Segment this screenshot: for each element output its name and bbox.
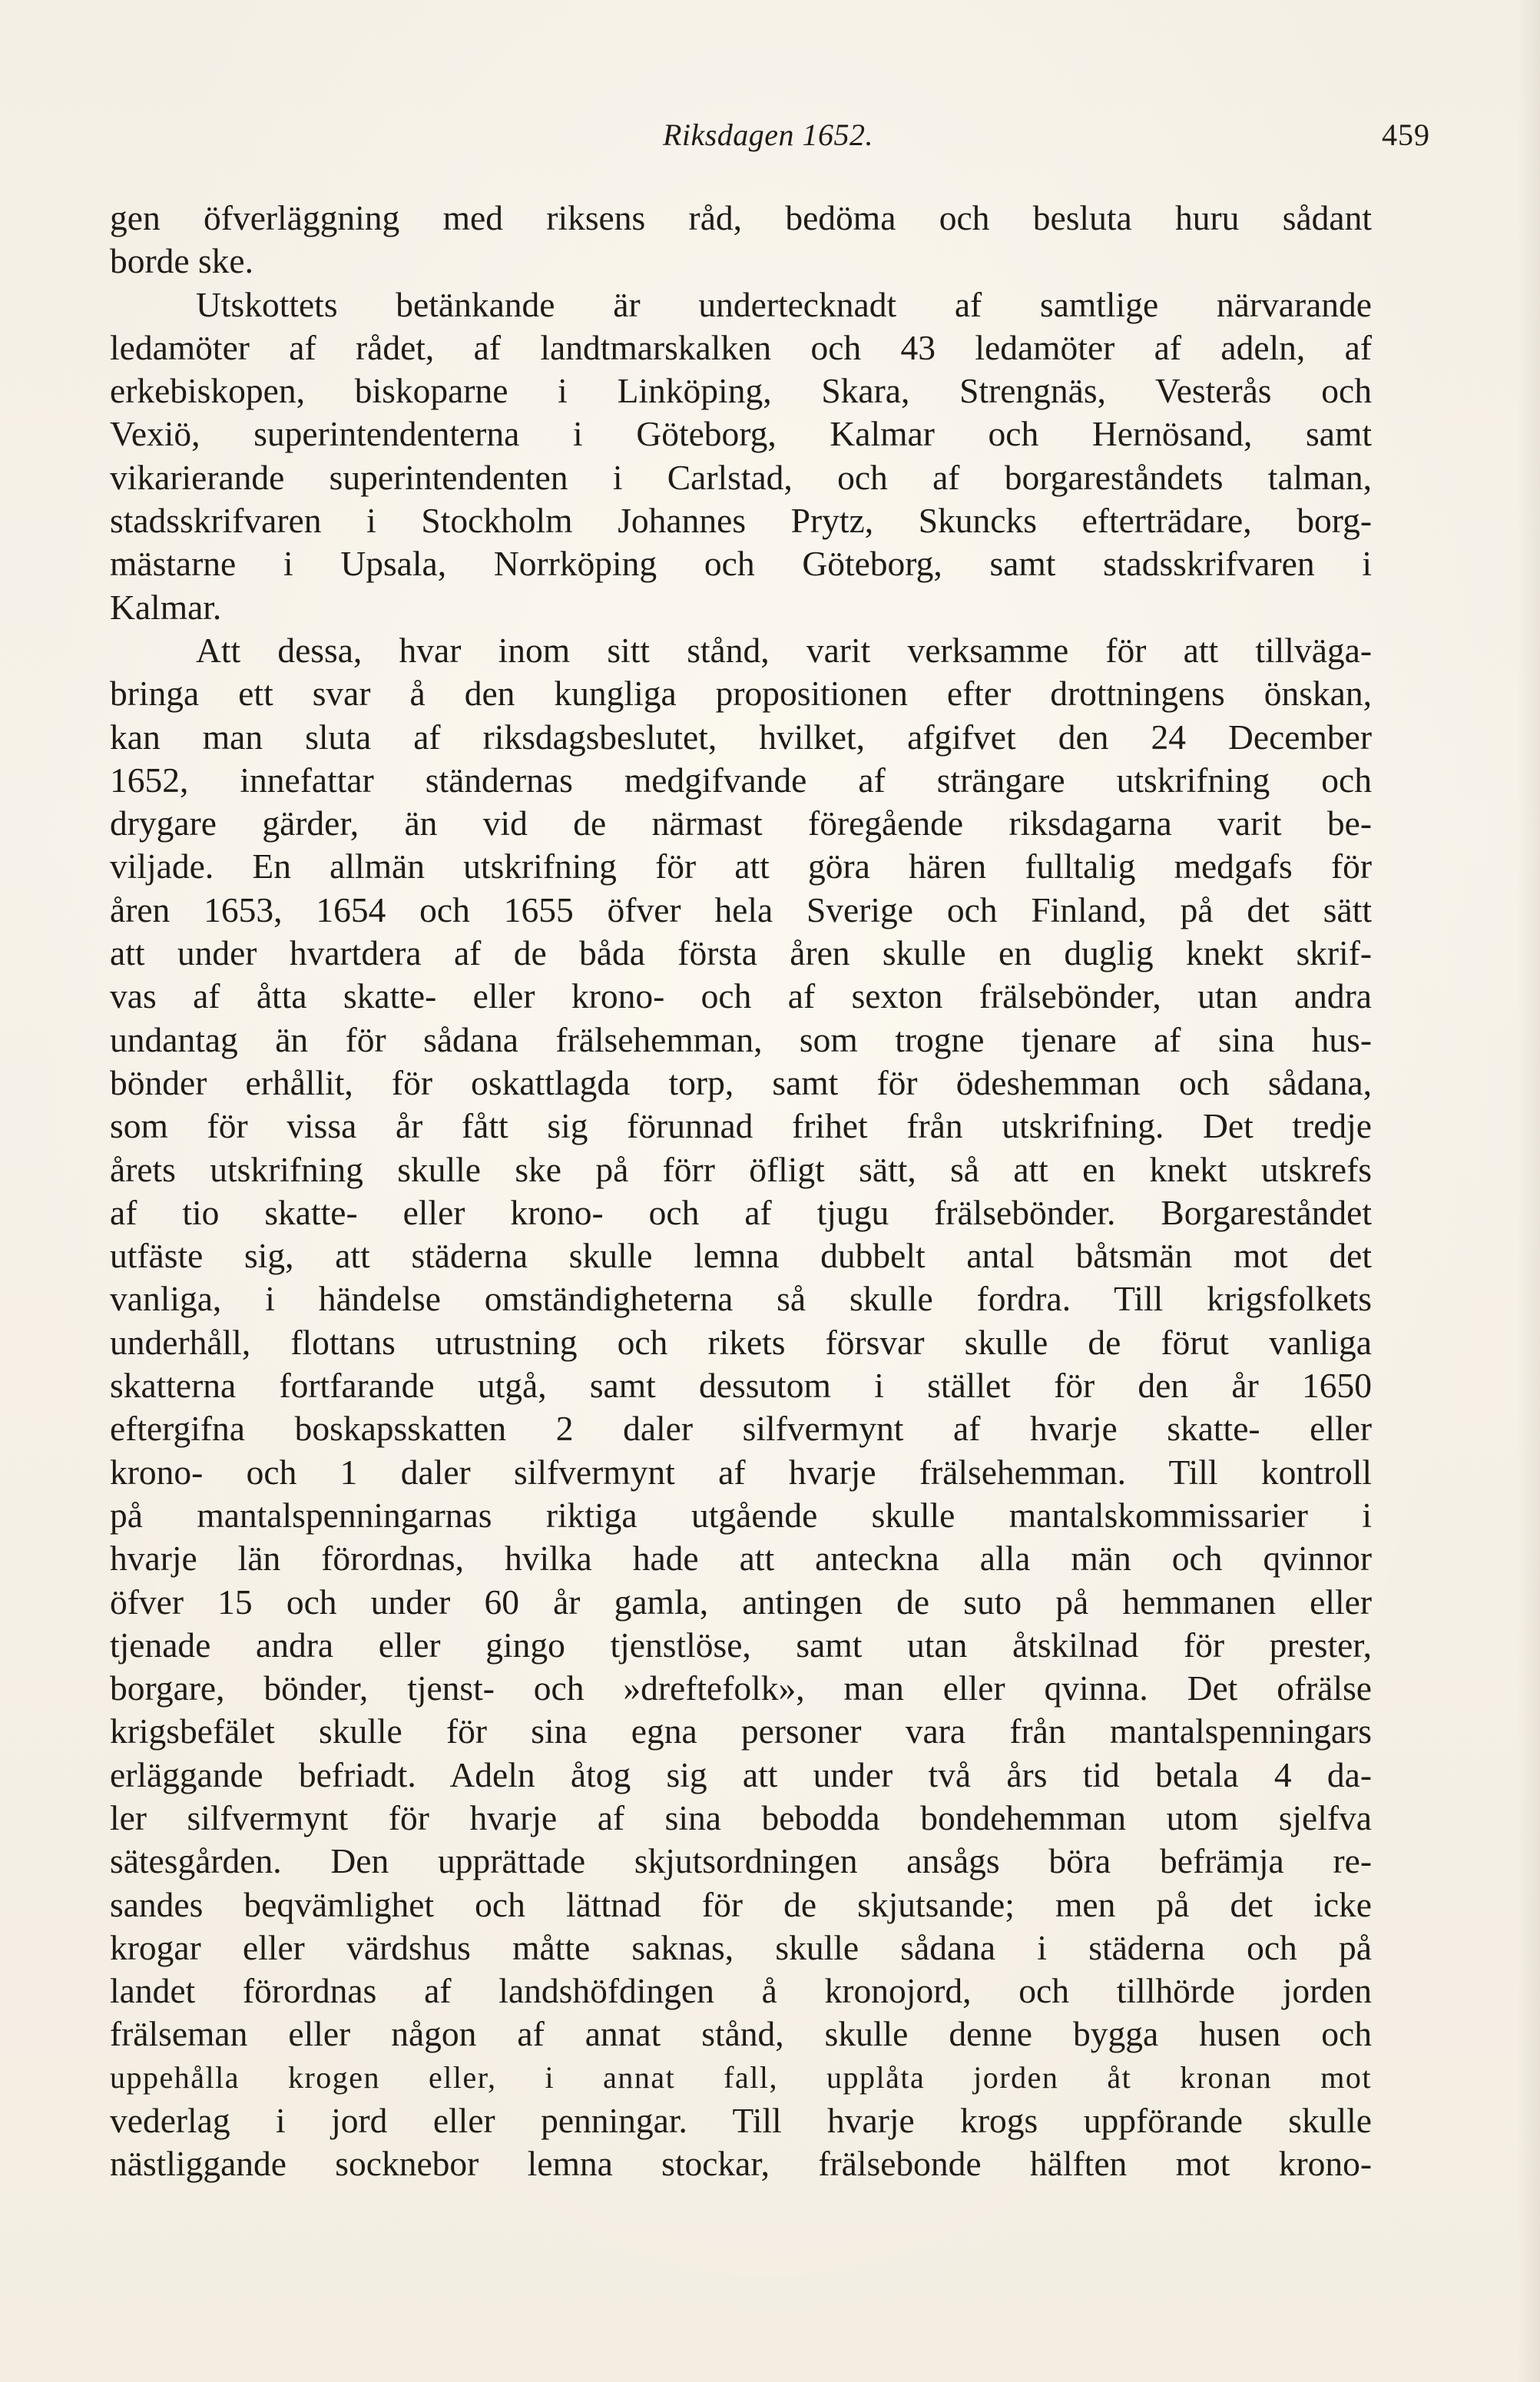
text-line: nästliggande socknebor lemna stockar, frälsebonde hälften mot krono-: [110, 2144, 1372, 2184]
text-line: ledamöter af rådet, af landtmarskalken och 43 ledamöter af adeln, af: [110, 327, 1372, 367]
text-line: viljade. En allmän utskrifning för att göra hären fulltalig medgafs för: [110, 846, 1372, 886]
text-line: stadsskrifvaren i Stockholm Johannes Prytz, Skuncks efterträdare, borg-: [110, 501, 1372, 541]
page-number: 459: [1382, 118, 1430, 152]
paragraph-start-line: Utskottets betänkande är undertecknadt af samtlige närvarande: [196, 284, 1372, 324]
text-line: borde ske.: [110, 241, 253, 281]
text-line: gen öfverläggning med riksens råd, bedöma och besluta huru sådant: [110, 198, 1372, 237]
text-line: hvarje län förordnas, hvilka hade att anteckna alla män och qvinnor: [110, 1539, 1372, 1579]
text-line: mästarne i Upsala, Norrköping och Göteborg, samt stadsskrifvaren i: [110, 544, 1372, 584]
text-line: landet förordnas af landshöfdingen å kronojord, och tillhörde jorden: [110, 1971, 1372, 2011]
text-line: sätesgården. Den upprättade skjutsordningen ansågs böra befrämja re-: [110, 1841, 1372, 1881]
text-line: frälseman eller någon af annat stånd, skulle denne bygga husen och: [110, 2014, 1372, 2054]
text-line: erkebiskopen, biskoparne i Linköping, Skara, Strengnäs, Vesterås och: [110, 371, 1372, 411]
text-line: underhåll, flottans utrustning och rikets försvar skulle de förut vanliga: [110, 1322, 1372, 1362]
text-line: borgare, bönder, tjenst- och »dreftefolk», man eller qvinna. Det ofrälse: [110, 1668, 1372, 1708]
page-edge-shadow: [1517, 0, 1540, 2382]
text-line: vas af åtta skatte- eller krono- och af sexton frälsebönder, utan andra: [110, 976, 1372, 1016]
text-line: erläggande befriadt. Adeln åtog sig att under två års tid betala 4 da-: [110, 1754, 1372, 1794]
text-line: vederlag i jord eller penningar. Till hvarje krogs uppförande skulle: [110, 2101, 1372, 2141]
text-line: krigsbefälet skulle för sina egna personer vara från mantalspenningars: [110, 1711, 1372, 1751]
text-line: kan man sluta af riksdagsbeslutet, hvilket, afgifvet den 24 December: [110, 717, 1372, 757]
text-line: årets utskrifning skulle ske på förr öfligt sätt, så att en knekt utskrefs: [110, 1149, 1372, 1189]
text-line: utfäste sig, att städerna skulle lemna dubbelt antal båtsmän mot det: [110, 1236, 1372, 1276]
text-line: åren 1653, 1654 och 1655 öfver hela Sverige och Finland, på det sätt: [110, 890, 1372, 929]
text-line: uppehålla krogen eller, i annat fall, upplåta jorden åt kronan mot: [110, 2059, 1372, 2095]
text-line: öfver 15 och under 60 år gamla, antingen de suto på hemmanen eller: [110, 1582, 1372, 1622]
text-line: skatterna fortfarande utgå, samt dessutom i stället för den år 1650: [110, 1366, 1372, 1406]
text-line: vikarierande superintendenten i Carlstad, och af borgareståndets talman,: [110, 457, 1372, 497]
text-line: Vexiö, superintendenterna i Göteborg, Kalmar och Hernösand, samt: [110, 414, 1372, 454]
text-line: krogar eller värdshus måtte saknas, skulle sådana i städerna och på: [110, 1927, 1372, 1967]
running-title: Riksdagen 1652.: [662, 118, 874, 152]
text-line: 1652, innefattar ständernas medgifvande af strängare utskrifning och: [110, 760, 1372, 800]
text-line: drygare gärder, än vid de närmast föregående riksdagarna varit be-: [110, 803, 1372, 843]
text-line: ler silfvermynt för hvarje af sina bebodda bondehemman utom sjelfva: [110, 1797, 1372, 1837]
running-header: [0, 117, 1540, 171]
text-line: krono- och 1 daler silfvermynt af hvarje frälsehemman. Till kontroll: [110, 1452, 1372, 1492]
body-text: [110, 197, 1372, 2232]
text-line: som för vissa år fått sig förunnad frihet från utskrifning. Det tredje: [110, 1106, 1372, 1146]
text-line: tjenade andra eller gingo tjenstlöse, samt utan åtskilnad för prester,: [110, 1625, 1372, 1665]
text-line: att under hvartdera af de båda första åren skulle en duglig knekt skrif-: [110, 933, 1372, 973]
text-line: undantag än för sådana frälsehemman, som trogne tjenare af sina hus-: [110, 1019, 1372, 1059]
text-line: bönder erhållit, för oskattlagda torp, samt för ödeshemman och sådana,: [110, 1062, 1372, 1102]
text-line: bringa ett svar å den kungliga propositionen efter drottningens önskan,: [110, 674, 1372, 714]
paragraph-start-line: Att dessa, hvar inom sitt stånd, varit verksamme för att tillväga-: [196, 630, 1372, 670]
text-line: sandes beqvämlighet och lättnad för de skjutsande; men på det icke: [110, 1884, 1372, 1924]
text-line: vanliga, i händelse omständigheterna så skulle fordra. Till krigsfolkets: [110, 1279, 1372, 1319]
text-line: Kalmar.: [110, 587, 222, 627]
text-line: eftergifna boskapsskatten 2 daler silfvermynt af hvarje skatte- eller: [110, 1409, 1372, 1449]
text-line: af tio skatte- eller krono- och af tjugu frälsebönder. Borgareståndet: [110, 1192, 1372, 1232]
text-line: på mantalspenningarnas riktiga utgående skulle mantalskommissarier i: [110, 1495, 1372, 1535]
